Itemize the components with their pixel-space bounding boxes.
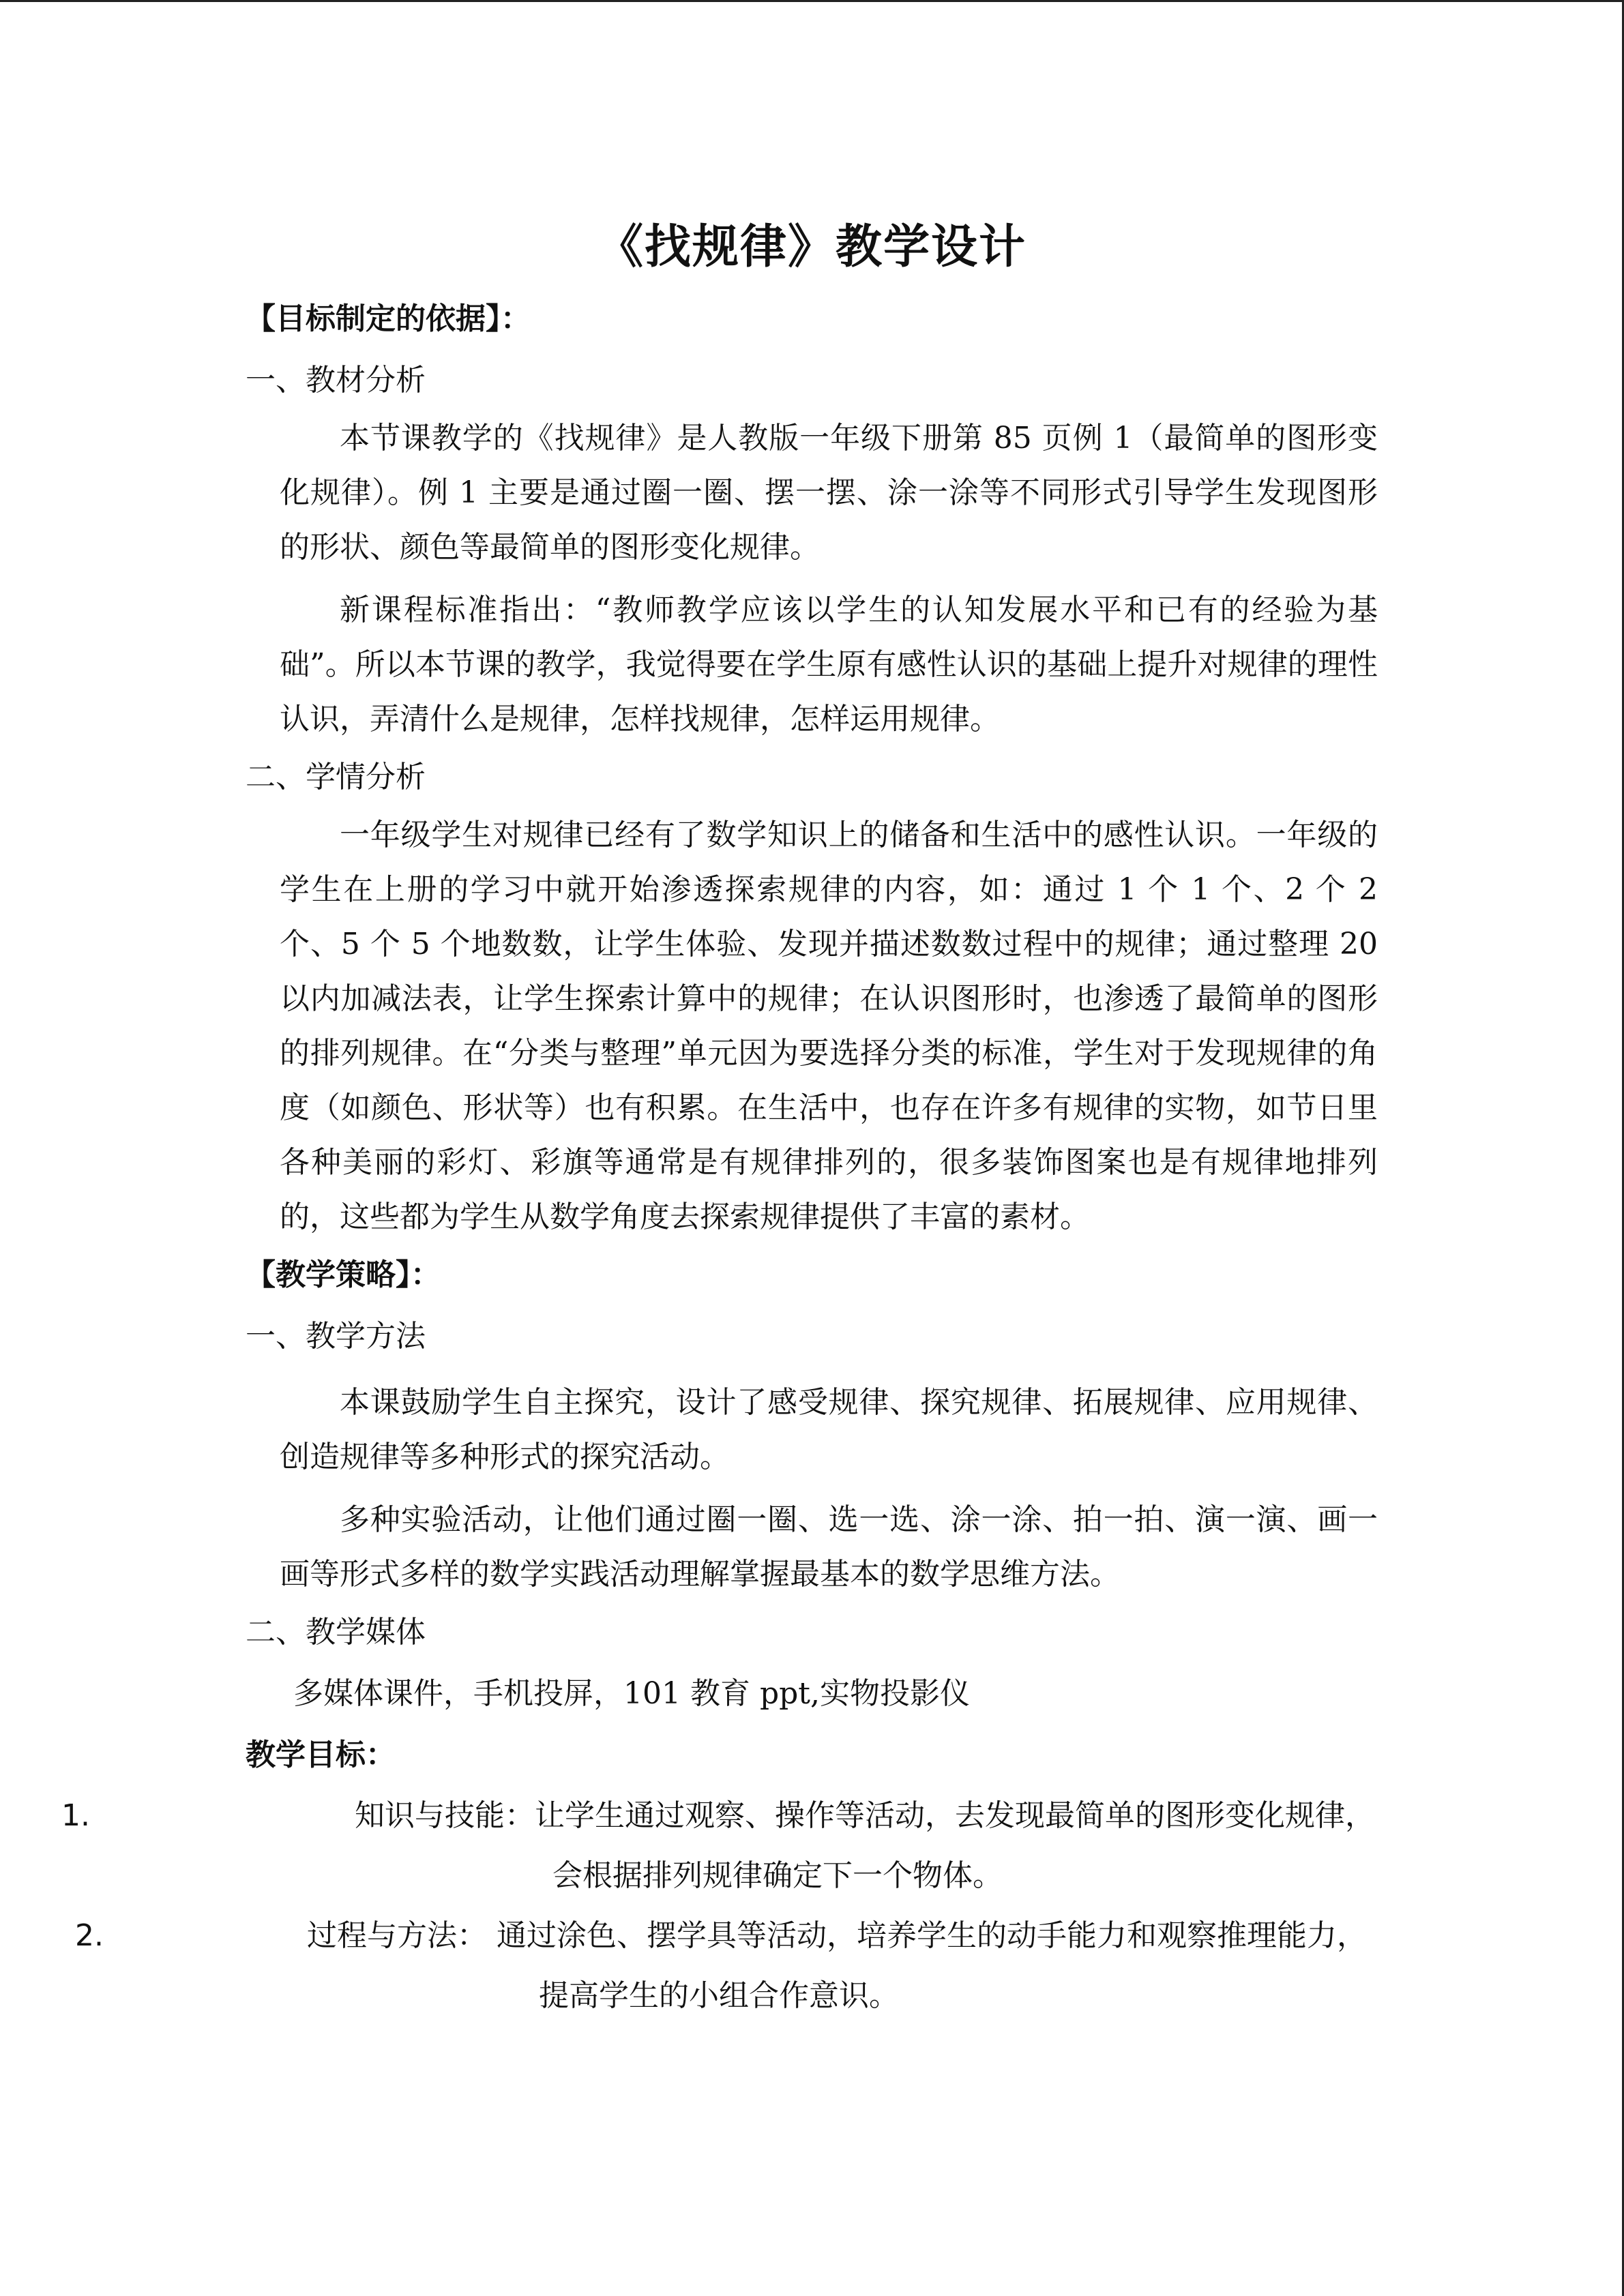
goal-item-2: 2. 过程与方法： 通过涂色、摆学具等活动，培养学生的动手能力和观察推理能力，提高学生的小组合作意识。 bbox=[75, 1918, 1367, 2013]
goal-item-1-label: 知识与技能： bbox=[355, 1798, 535, 1833]
goals-heading: 教学目标： bbox=[246, 1738, 396, 1772]
goal-item-1-number: 1. bbox=[61, 1798, 90, 1833]
student-analysis-paragraph: 一年级学生对规律已经有了数学知识上的储备和生活中的感性认识。一年级的学生在上册的学习中就开始渗透探索规律的内容，如：通过 1 个 1 个、2 个 2 个、5 个 5 个地数数，让学生体验、发现并描述数数过程中的规律；通过整理 20 以内加减法表，让学生探索计算中的规律；在认识图形时，也渗透了最简单的图形的排列规律。在“分类与整理”单元因为要选择分类的标准，学生对于发现规律的角度（如颜色、形状等）也有积累。在生活中，也存在许多有规律的实物，如节日里各种美丽的彩灯、彩旗等通常是有规律排列的，很多装饰图案也是有规律地排列的，这些都为学生从数学角度去探索规律提供了丰富的素材。 bbox=[280, 818, 1378, 1234]
basis-heading: 【目标制定的依据】： bbox=[246, 301, 531, 336]
document-title: 《找规律》教学设计 bbox=[596, 220, 1027, 274]
textbook-paragraph-2: 新课程标准指出：“教师教学应该以学生的认知发展水平和已有的经验为基础”。所以本节课的教学，我觉得要在学生原有感性认识的基础上提升对规律的理性认识，弄清什么是规律，怎样找规律，怎样运用规律。 bbox=[280, 593, 1378, 736]
teaching-methods-paragraph-1: 本课鼓励学生自主探究，设计了感受规律、探究规律、拓展规律、应用规律、创造规律等多种形式的探究活动。 bbox=[280, 1385, 1378, 1474]
goal-item-2-text: 通过涂色、摆学具等活动，培养学生的动手能力和观察推理能力，提高学生的小组合作意识。 bbox=[487, 1918, 1367, 2013]
student-analysis-heading: 二、学情分析 bbox=[246, 760, 426, 794]
teaching-methods-heading: 一、教学方法 bbox=[246, 1319, 426, 1354]
goal-item-1 bbox=[61, 1786, 1378, 1906]
strategy-heading: 【教学策略】： bbox=[246, 1257, 441, 1292]
document-content bbox=[61, 207, 1378, 2026]
textbook-analysis-heading: 一、教材分析 bbox=[246, 363, 426, 398]
teaching-media-heading: 二、教学媒体 bbox=[246, 1615, 426, 1650]
teaching-methods-paragraph-2: 多种实验活动，让他们通过圈一圈、选一选、涂一涂、拍一拍、演一演、画一画等形式多样的数学实践活动理解掌握最基本的数学思维方法。 bbox=[280, 1502, 1378, 1592]
teaching-media-text: 多媒体课件，手机投屏，101 教育 ppt,实物投影仪 bbox=[293, 1676, 970, 1711]
goal-item-1-text: 让学生通过观察、操作等活动，去发现最简单的图形变化规律，会根据排列规律确定下一个物体。 bbox=[535, 1798, 1375, 1893]
textbook-paragraph-1: 本节课教学的《找规律》是人教版一年级下册第 85 页例 1（最简单的图形变化规律）。例 1 主要是通过圈一圈、摆一摆、涂一涂等不同形式引导学生发现图形的形状、颜色等最简单的图形变化规律。 bbox=[280, 421, 1378, 565]
goal-item-2-label: 过程与方法： bbox=[307, 1918, 487, 1953]
